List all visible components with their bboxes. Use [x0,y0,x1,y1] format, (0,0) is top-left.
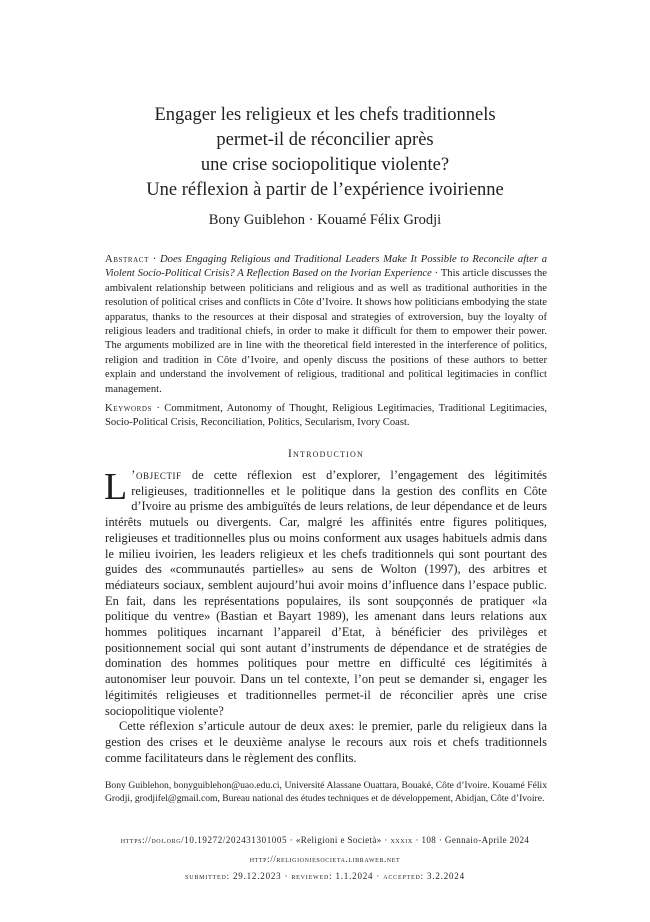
issue-date: Gennaio-Aprile 2024 [444,835,530,845]
abstract-separator: · [148,254,161,265]
keywords-text: Commitment, Autonomy of Thought, Religious Legitimacies, Traditional Legitimacies, Socio-Political Crisis, Reconciliation, Politics, Secularism, Ivory Coast. [105,403,547,429]
drop-cap: L [104,466,128,508]
paragraph-1-text: de cette réflexion est d’explorer, l’engagement des légitimités religieuses, traditionnelles et le politique dans la gestion des conflits en Côte d’Ivoire au prisme des ambiguïtés de leurs relations, de leur dépendance et de leurs intérêts mutuels ou divergents. Car, malgré les affinités entre figures politiques, religieuses et traditionnelles plus ou moins conforment aux usages habituels admis dans le milieu ivoirien, les leaders religieux et les chefs traditionnels qui sont pourtant des guides des «communautés partielles» au sens de Wolton (1997), des arbitres et médiateurs sociaux, semblent aujourd’hui avoir moins d’influence dans l’espace public. En fait, dans les représentations populaires, ils sont soupçonnés de pratiquer «la politique du ventre» (Bastian et Bayart 1989), les amenant dans leurs relations aux hommes politiques incarnant l’appareil d’Etat, à bénéficier des privilèges et positionnement social qui sont autant d’instruments de dépendance et de stratégies de domination des hommes politiques pour mettre en difficulté ces légitimités à autonomiser leur pouvoir. Dans un tel contexte, l’on peut se demander si, engager les légitimités religieuses et traditionnelles permet-il de réconcilier après une crise sociopolitique violente? [105,468,547,718]
footer-sep: · [415,835,422,845]
volume-number: xxxix [390,835,413,845]
paragraph-1-smallcaps: ’objectif [131,468,182,482]
abstract-label: Abstract [105,254,149,265]
footer-sep: · [384,835,391,845]
section-heading-introduction: Introduction [287,448,364,460]
paragraph-1 [105,468,547,719]
footer-sep: · [438,835,445,845]
footer-citation [80,835,570,845]
doi-link[interactable]: https://doi.org/10.19272/202431301005 [120,835,288,845]
submission-dates: submitted: 29.12.2023 · reviewed: 1.1.2024 · accepted: 3.2.2024 [185,871,465,881]
keywords-separator: · [152,403,165,414]
authors-line: Bony Guiblehon · Kouamé Félix Grodji [208,212,442,228]
journal-name: «Religioni e Società» [295,835,382,845]
abstract-english-title: Does Engaging Religious and Traditional Leaders Make It Possible to Reconcile after a Violent Socio-Political Crisis? A Reflection Based on the Ivorian Experience [105,254,547,280]
keywords [105,402,547,431]
abstract [105,253,547,397]
abstract-separator-2: · [431,268,441,280]
footer-sep: · [289,835,296,845]
keywords-label: Keywords [105,403,153,414]
paragraph-2: Cette réflexion s’articule autour de deux axes: le premier, parle du religieux dans la gestion des crises et le deuxième analyse le recours aux rois et chefs traditionnels comme facilitateurs dans le règlement des conflits. [105,719,547,765]
author-footnote: Bony Guiblehon, bonyguiblehon@uao.edu.ci, Université Alassane Ouattara, Bouaké, Côte d’Ivoire. Kouamé Félix Grodji, grodjifel@gmail.com, Bureau national des études techniques et de développement, Abidjan, Côte d’Ivoire. [105,780,547,804]
body-text [105,468,547,766]
title-line-3: une crise sociopolitique violente? [200,155,450,175]
abstract-text: This article discusses the ambivalent relationship between politicians and religious and as well as traditional authorities in the resolution of political crises and conflicts in Côte d’Ivoire. It shows how politicians embodying the state apparatus, thanks to the resources at their disposal and strategies of extroversion, buy the loyalty of religious leaders and traditional chiefs, in order to make it difficult for them to empower their power. The arguments mobilized are in line with the theoretical field interested in the interference of politics, religion and tradition in Côte d’Ivoire, and openly discuss the positions of these authors to better explain and understand the involvement of religious, traditional and political legitimacies in conflict management. [105,268,547,395]
title-line-2: permet-il de réconcilier après [216,130,434,150]
article-title [80,103,570,203]
title-line-1: Engager les religieux et les chefs traditionnels [154,105,496,125]
title-line-4: Une réflexion à partir de l’expérience ivoirienne [146,180,504,200]
issue-number: 108 [421,835,437,845]
journal-website-link[interactable]: http://religioniesocieta.libraweb.net [249,854,401,864]
